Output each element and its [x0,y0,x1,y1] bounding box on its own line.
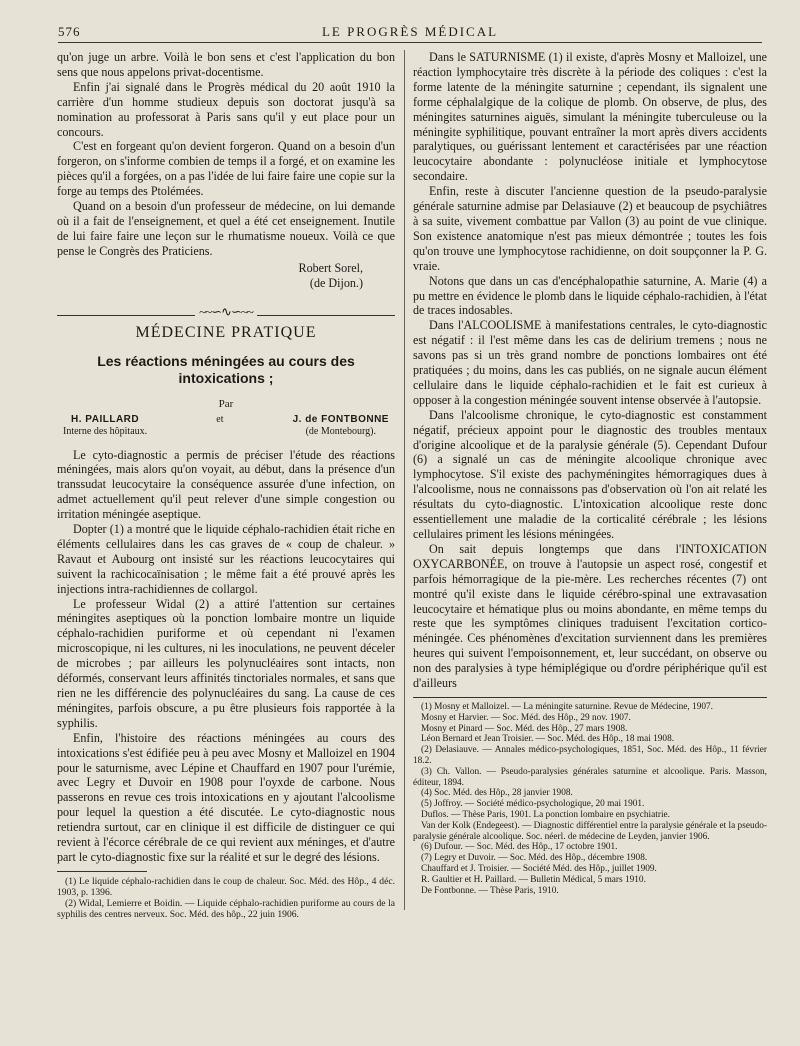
article-title: Les réactions méningées au cours des intoxications ; [97,352,355,386]
author-2-name: J. de FONTBONNE [292,413,389,425]
ornament-divider [57,303,395,319]
journal-title: LE PROGRÈS MÉDICAL [321,24,499,39]
paragraph: Dans l'alcoolisme chronique, le cyto-diagnostic est constamment négatif, précieux appoint pour le diagnostic des troubles mentaux d'origine alcoolique et de la paralysie générale (5). Cependant Dufour (6) a signalé un cas de méningite alcoolique chronique avec lymphocytose. S'il existe des pachyméningites hémorragiques dues à l'alcoolisme, nous ne connaissons pas d'observation où l'on ait relaté les résultats du cyto-diagnostic. L'intoxication alcoolique reste donc essentiellement une maladie de la corticalité cérébrale ; les lésions cellulaires priment les lésions méningées. [413,407,767,541]
footnote: (3) Ch. Vallon. — Pseudo-paralysies générales saturnine et alcoolique. Paris. Masson, éditeur, 1894. [413,766,767,788]
paragraph: Enfin j'ai signalé dans le Progrès médical du 20 août 1910 la carrière d'un homme studieux depuis son doctorat jusqu'à sa nomination au professorat à Paris sans qu'il y eut place pour un concours. [57,79,395,139]
paragraph: Dans le SATURNISME (1) il existe, d'après Mosny et Malloizel, une réaction lymphocytaire très discrète à la période des coliques : c'est la forme latente de la méningite saturnine ; cependant, ils signalent une forme céphalalgique de la colique de plomb. On observe, de plus, des méningites saturnines aiguës, simulant la méningite tuberculeuse ou la méningite syphilitique, pouvant entraîner la mort après divers accidents paralytiques, ou guérissant lentement et caractérisées par une réaction leucocytaire abondante : polynucléose initiale et lymphocytose secondaire. [413,50,767,184]
column-divider [404,50,405,910]
signature-name: Robert Sorel, [298,260,363,275]
paragraph: Notons que dans un cas d'encéphalopathie saturnine, A. Marie (4) a pu mettre en évidence le plomb dans le liquide céphalo-rachidien, à l'état de traces indosables. [413,273,767,318]
footnote: (2) Delasiauve. — Annales médico-psychologiques, 1851, Soc. Méd. des Hôp., 11 février 18.2. [413,745,767,766]
authors-and: et [216,413,224,425]
footnote: Chauffard et J. Troisier. — Société Méd. des Hôp., juillet 1909. [421,863,657,874]
footnote: (6) Dufour. — Soc. Méd. des Hôp., 17 octobre 1901. [421,842,618,853]
page-header [58,18,762,43]
footnote: Mosny et Pinard — Soc. Méd. des Hôp., 27 mars 1908. [421,723,628,734]
right-footnotes [413,702,767,896]
paragraph: qu'on juge un arbre. Voilà le bon sens et c'est l'application du bon sens que nous appelons privat-docentisme. [57,50,395,79]
left-column [57,50,395,990]
footnote: (4) Soc. Méd. des Hôp., 28 janvier 1908. [421,788,573,799]
footnote-rule [57,871,147,872]
footnote: Mosny et Harvier. — Soc. Méd. des Hôp., 29 nov. 1907. [421,712,631,723]
footnote: (2) Widal, Lemierre et Boidin. — Liquide céphalo-rachidien puriforme au cours de la syphilis des centres nerveux. Soc. Méd. des hôp., 22 juin 1906. [57,897,395,920]
article-paragraph: Enfin, l'histoire des réactions méningées au cours des intoxications s'est édifiée peu à peu avec Mosny et Malloizel en 1904 pour le saturnisme, avec Lépine et Chauffard en 1907 pour l'urémie, avec Legry et Duvoir en 1908 pour l'oyxde de carbone. Nous passerons en revue ces trois intoxications en y ajoutant l'alcoolisme pour lequel la question a été discutée. Le cyto-diagnostic nous retiendra surtout, car en clinique il est difficile de distinguer ce qui revient à l'écorce cérébrale de ce qui revient aux méninges, et d'autre part le cyto-diagnostic fixe sur la réalité et sur le degré des lésions. [57,730,395,864]
authors [57,414,395,438]
paragraph: Enfin, reste à discuter l'ancienne question de la pseudo-paralysie générale saturnine admise par Delasiauve (2) et beaucoup de psychiâtres à sa suite, vivement combattue par Vallon (3) au point de vue clinique. Son existence anatomique n'est pas mieux démontrée ; toutes les fois qu'on trouve une lymphocytose rachidienne, on doit soupçonner la P. G. vraie. [413,184,767,273]
footnote: (1) Mosny et Malloizel. — La méningite saturnine. Revue de Médecine, 1907. [421,701,713,712]
footnote: Léon Bernard et Jean Troisier. — Soc. Méd. des Hôp., 18 mai 1908. [421,734,675,745]
footnote: (5) Joffroy. — Société médico-psychologique, 20 mai 1901. [421,799,645,810]
right-column [413,50,767,990]
left-footnotes [57,876,395,920]
footnote: (7) Legry et Duvoir. — Soc. Méd. des Hôp., décembre 1908. [421,853,648,864]
author-2 [293,414,389,438]
ornament: ~~∽∿∽~~ [195,304,257,319]
footnote: (1) Le liquide céphalo-rachidien dans le coup de chaleur. Soc. Méd. des Hôp., 4 déc. 1903, p. 1396. [57,875,395,898]
by-line: Par [218,397,234,410]
footnote: Van der Kolk (Endegeest). — Diagnostic différentiel entre la paralysie générale et la pseudo-paralysie générale alcoolique. Soc. néerl. de médecine de Leyden, janvier 1906. [413,820,767,842]
paragraph: Quand on a besoin d'un professeur de médecine, on lui demande où il a fait de l'enseignement, et quel a été cet enseignement. Inutile de lui faire faire une leçon sur le rhumatisme noueux. Voilà ce que pense le Congrès des Praticiens. [57,199,395,258]
paragraph: C'est en forgeant qu'on devient forgeron. Quand on a besoin d'un forgeron, on s'informe combien de temps il a forgé, et on examine les pièces qu'il a forgées, on a pas l'idée de lui faire faire une copie sur la forge au temps des Ptolémées. [57,139,395,199]
author-2-role: (de Montebourg). [305,425,376,437]
paragraph: Dans l'ALCOOLISME à manifestations centrales, le cyto-diagnostic est négatif : il l'est même dans les cas de delirium tremens ; nous ne savons pas si un très grand nombre de ponctions lombaires ont été pratiquées ; du moins, dans les cas publiés, on ne signale aucun élément cellulaire dans le liquide céphalo-rachidien et le fait est curieux à opposer à la congestion méningée souvent intense observée à l'autopsie. [413,318,767,407]
article-paragraph: Dopter (1) a montré que le liquide céphalo-rachidien était riche en éléments cellulaires dans les cas graves de « coup de chaleur. » Ravaut et Aubourg ont insisté sur les réactions leucocytaires qui suivent la rachicocaïnisation ; le même fait a été prouvé après les injections intra-rachidiennes de collargol. [57,522,395,596]
footnote: R. Gaultier et H. Paillard. — Bulletin Médical, 5 mars 1910. [421,874,646,885]
author-1-role: Interne des hôpitaux. [63,425,148,437]
footnote-rule [413,697,767,698]
signature [57,261,395,291]
paragraph: On sait depuis longtemps que dans l'INTOXICATION OXYCARBONÉE, on trouve à l'autopsie un aspect rosé, congestif et parfois hémorragique de la pie-mère. Les recherches récentes (7) ont montré qu'il existe dans le liquide cérébro-spinal une extravasation leucocytaire et hématique plus ou moins abondante, en même temps du reste que les symptômes cliniques traduisent l'excitation cortico-méningée. Ces phénomènes d'excitation surviennent dans les premières heures qui suivent l'empoisonnement, et, leur succédant, on observe ou non des paralysies à type hémiplégique ou d'ordre périphérique qu'il est d'ailleurs [413,541,767,691]
article-paragraph: Le cyto-diagnostic a permis de préciser l'étude des réactions méningées, mais alors qu'on voyait, au début, dans la présence d'un transsudat leucocytaire la conséquence assurée d'une infection, on admet actuellement qu'il peut relever d'une simple congestion ou irritation méningée aseptique. [57,447,395,522]
author-1-name: H. PAILLARD [71,413,140,425]
signature-place: (de Dijon.) [309,275,363,290]
footnote: Duflos. — Thèse Paris, 1901. La ponction lombaire en psychiatrie. [421,809,670,820]
footnote: De Fontbonne. — Thèse Paris, 1910. [421,885,559,896]
article-paragraph: Le professeur Widal (2) a attiré l'attention sur certaines méningites aseptiques où la ponction lombaire montre un liquide céphalo-rachidien puriforme et où cependant ni l'examen microscopique, ni les cultures, ni les inoculations, ne peuvent déceler de microbes ; par ailleurs les polynucléaires sont intacts, non déformés, conservant leurs affinités tinctoriales normales, et sans que rien ne les différencie des polynucléaires du sang. La cause de ces méningites, parfois obscure, a pu être plusieurs fois rapportée à la syphilis. [57,596,395,730]
section-title: MÉDECINE PRATIQUE [135,323,317,341]
page-number: 576 [58,24,81,39]
author-1 [63,414,147,438]
